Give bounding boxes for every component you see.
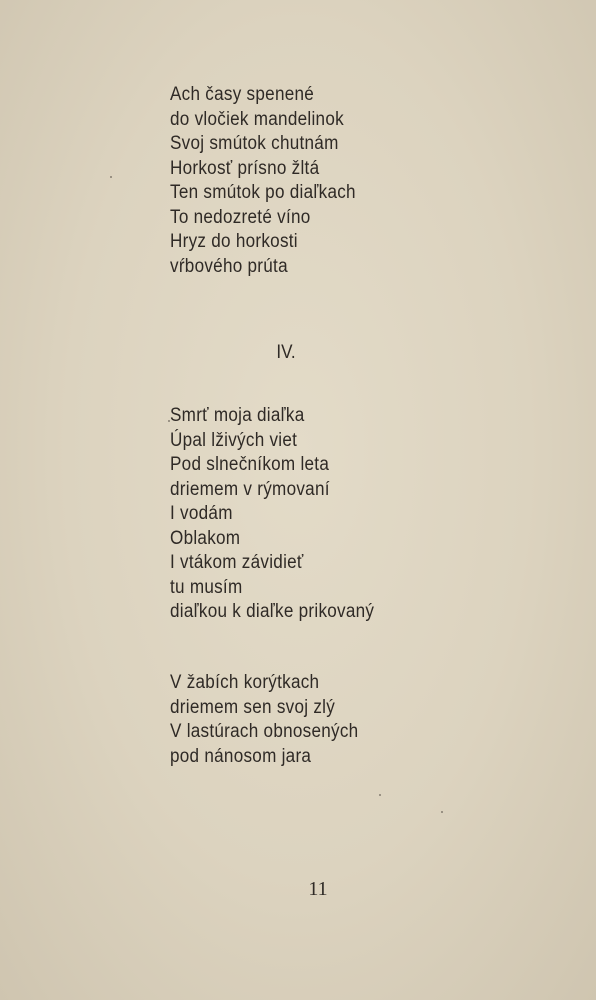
poem-line: Oblakom — [170, 527, 241, 549]
stanza-1 — [170, 83, 376, 279]
poem-line: I vtákom závidieť — [170, 552, 304, 573]
page-number: 11 — [308, 878, 328, 900]
paper-speck — [379, 794, 381, 796]
poem-line: Horkosť prísno žltá — [170, 157, 320, 179]
poem-line: vŕbového prúta — [170, 255, 288, 277]
poem-line: I vodám — [170, 503, 233, 524]
poem-line: V lastúrach obnosených — [170, 721, 359, 742]
paper-speck — [441, 811, 443, 813]
poem-line: Úpal lživých viet — [170, 429, 298, 451]
poem-line: tu musím — [170, 576, 243, 598]
poem-line: do vločiek mandelinok — [170, 108, 344, 130]
poem-line: To nedozreté víno — [170, 206, 311, 228]
poem-line: driemem sen svoj zlý — [170, 696, 336, 718]
paper-speck — [168, 420, 170, 422]
poem-line: Pod slnečníkom leta — [170, 454, 330, 475]
stanza-3 — [170, 671, 379, 769]
poem-line: diaľkou k diaľke prikovaný — [170, 601, 375, 622]
poem-line: V žabích korýtkach — [170, 672, 320, 693]
poem-line: Hryz do horkosti — [170, 231, 298, 252]
poem-line: Ten smútok po diaľkach — [170, 182, 356, 203]
poem-line: Svoj smútok chutnám — [170, 133, 339, 154]
section-heading: IV. — [276, 342, 296, 363]
poem-line: driemem v rýmovaní — [170, 478, 330, 500]
poem-line: Smrť moja diaľka — [170, 405, 305, 426]
poem-line: Ach časy spenené — [170, 84, 315, 105]
stanza-2 — [170, 404, 397, 625]
poem-line: pod nánosom jara — [170, 745, 312, 767]
paper-speck — [110, 176, 112, 178]
